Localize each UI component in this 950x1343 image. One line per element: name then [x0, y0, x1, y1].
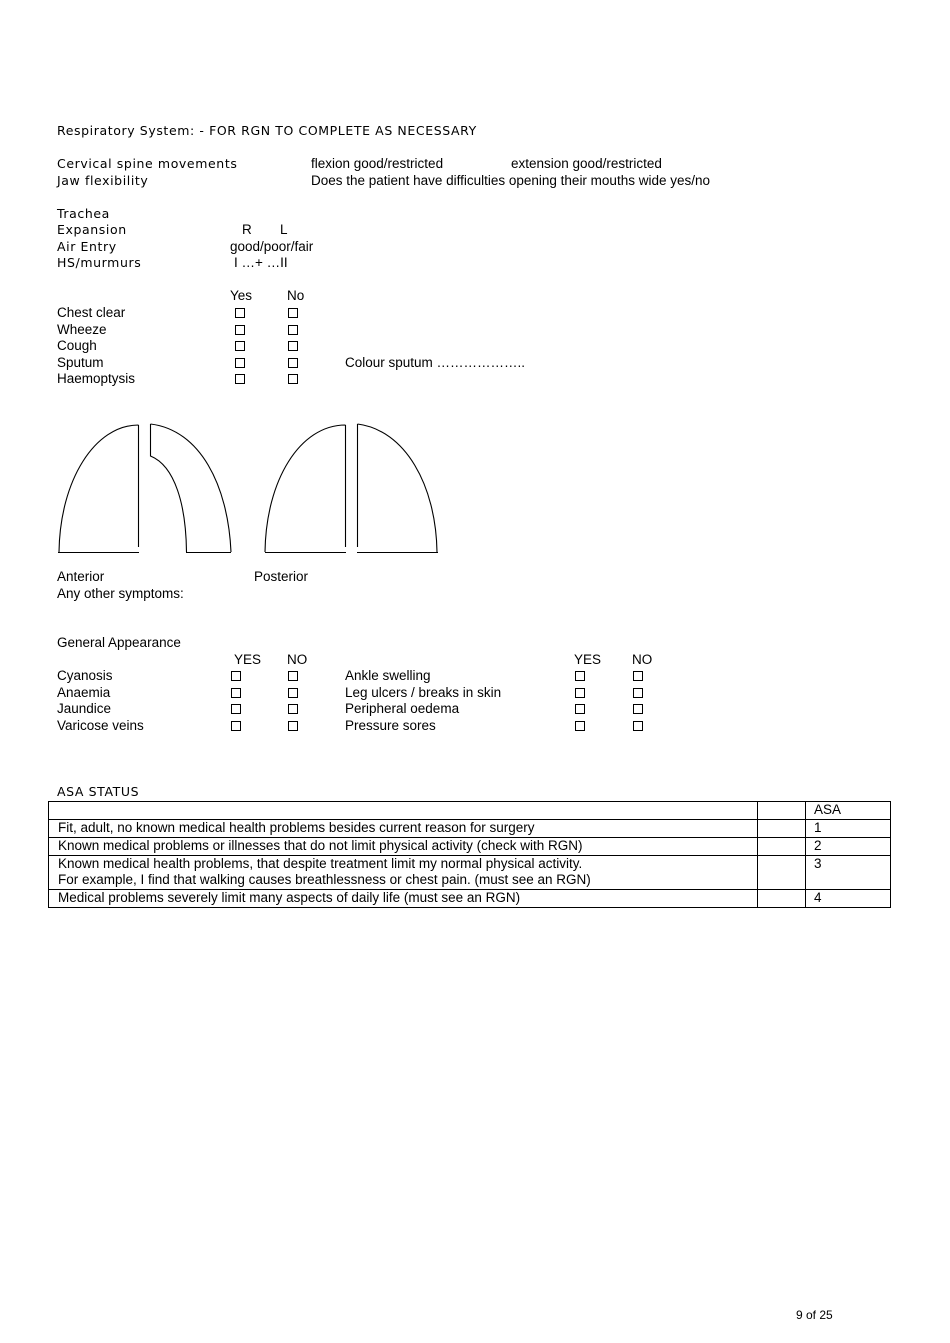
air-entry-value: good/poor/fair [230, 239, 314, 254]
general-no-header-right: NO [632, 652, 653, 667]
anterior-label: Anterior [57, 569, 105, 584]
general-item-label: Pressure sores [345, 718, 436, 733]
asa-description-line: Known medical problems or illnesses that do not limit physical activity (check with RGN) [58, 838, 583, 853]
asa-description [49, 838, 758, 856]
general-no-header: NO [287, 652, 308, 667]
jaw-question: Does the patient have difficulties opening their mouths wide yes/no [311, 173, 710, 188]
asa-grade: 4 [806, 890, 891, 908]
pressure-sores-yes-checkbox[interactable] [575, 721, 585, 731]
lung-diagram [0, 0, 950, 570]
asa-description [49, 820, 758, 838]
pressure-sores-no-checkbox[interactable] [633, 721, 643, 731]
asa-select-cell[interactable] [758, 820, 806, 838]
general-yes-header-right: YES [574, 652, 602, 667]
asa-grade: 3 [806, 856, 891, 890]
asa-header-row [49, 802, 891, 820]
general-item-label: Anaemia [57, 685, 111, 700]
anterior-right-lung-outline [59, 425, 139, 552]
other-symptoms-label: Any other symptoms: [57, 586, 184, 601]
asa-description-line: Known medical health problems, that despite treatment limit my normal physical activity. [58, 856, 583, 871]
respiratory-heading: Respiratory System: - FOR RGN TO COMPLETE AS NECESSARY [57, 123, 477, 138]
cervical-spine-label: Cervical spine movements [57, 156, 238, 171]
expansion-label: Expansion [57, 222, 127, 237]
colour-sputum-field[interactable]: Colour sputum ……………….. [345, 355, 526, 370]
posterior-left-lung-outline [265, 425, 346, 552]
symptom-label: Wheeze [57, 322, 107, 337]
expansion-r: R [242, 222, 252, 237]
anterior-left-lung-outline [151, 424, 232, 552]
asa-table [48, 801, 891, 908]
general-item-label: Cyanosis [57, 668, 113, 683]
symptoms-no-header: No [287, 288, 305, 303]
cyanosis-yes-checkbox[interactable] [231, 671, 241, 681]
asa-header-description [49, 802, 758, 820]
table-row [49, 838, 891, 856]
peripheral-oedema-no-checkbox[interactable] [633, 704, 643, 714]
general-yes-header: YES [234, 652, 262, 667]
varicose-veins-yes-checkbox[interactable] [231, 721, 241, 731]
asa-description-line: Medical problems severely limit many aspects of daily life (must see an RGN) [58, 890, 521, 905]
expansion-l: L [280, 222, 288, 237]
posterior-right-lung-outline [358, 424, 438, 552]
jaw-flexibility-label: Jaw flexibility [57, 173, 149, 188]
asa-header-label: ASA [806, 802, 891, 820]
asa-description [49, 890, 758, 908]
ankle-swelling-no-checkbox[interactable] [633, 671, 643, 681]
symptom-label: Sputum [57, 355, 104, 370]
table-row [49, 890, 891, 908]
leg-ulcers-yes-checkbox[interactable] [575, 688, 585, 698]
asa-header-select [758, 802, 806, 820]
general-item-label: Leg ulcers / breaks in skin [345, 685, 502, 700]
asa-grade: 2 [806, 838, 891, 856]
jaundice-no-checkbox[interactable] [288, 704, 298, 714]
symptom-label: Cough [57, 338, 97, 353]
air-entry-label: Air Entry [57, 239, 117, 254]
symptom-label: Chest clear [57, 305, 126, 320]
asa-description [49, 856, 758, 890]
asa-description-line: Fit, adult, no known medical health problems besides current reason for surgery [58, 820, 535, 835]
general-item-label: Peripheral oedema [345, 701, 460, 716]
asa-select-cell[interactable] [758, 856, 806, 890]
page-number: 9 of 25 [796, 1308, 833, 1322]
anaemia-yes-checkbox[interactable] [231, 688, 241, 698]
general-item-label: Jaundice [57, 701, 112, 716]
cervical-extension: extension good/restricted [511, 156, 662, 171]
leg-ulcers-no-checkbox[interactable] [633, 688, 643, 698]
peripheral-oedema-yes-checkbox[interactable] [575, 704, 585, 714]
asa-select-cell[interactable] [758, 890, 806, 908]
trachea-label: Trachea [57, 206, 110, 221]
cyanosis-no-checkbox[interactable] [288, 671, 298, 681]
hs-murmurs-label: HS/murmurs [57, 255, 142, 270]
varicose-veins-no-checkbox[interactable] [288, 721, 298, 731]
general-appearance-heading: General Appearance [57, 635, 181, 650]
symptom-label: Haemoptysis [57, 371, 136, 386]
ankle-swelling-yes-checkbox[interactable] [575, 671, 585, 681]
asa-status-heading: ASA STATUS [57, 784, 140, 799]
general-item-label: Varicose veins [57, 718, 144, 733]
hs-murmurs-value: I …+ …II [234, 255, 288, 270]
table-row [49, 820, 891, 838]
jaundice-yes-checkbox[interactable] [231, 704, 241, 714]
general-item-label: Ankle swelling [345, 668, 431, 683]
symptoms-yes-header: Yes [230, 288, 253, 303]
table-row [49, 856, 891, 890]
cervical-flexion: flexion good/restricted [311, 156, 444, 171]
asa-grade: 1 [806, 820, 891, 838]
asa-description-line: For example, I find that walking causes breathlessness or chest pain. (must see an RGN) [58, 872, 591, 887]
asa-select-cell[interactable] [758, 838, 806, 856]
anaemia-no-checkbox[interactable] [288, 688, 298, 698]
posterior-label: Posterior [254, 569, 309, 584]
